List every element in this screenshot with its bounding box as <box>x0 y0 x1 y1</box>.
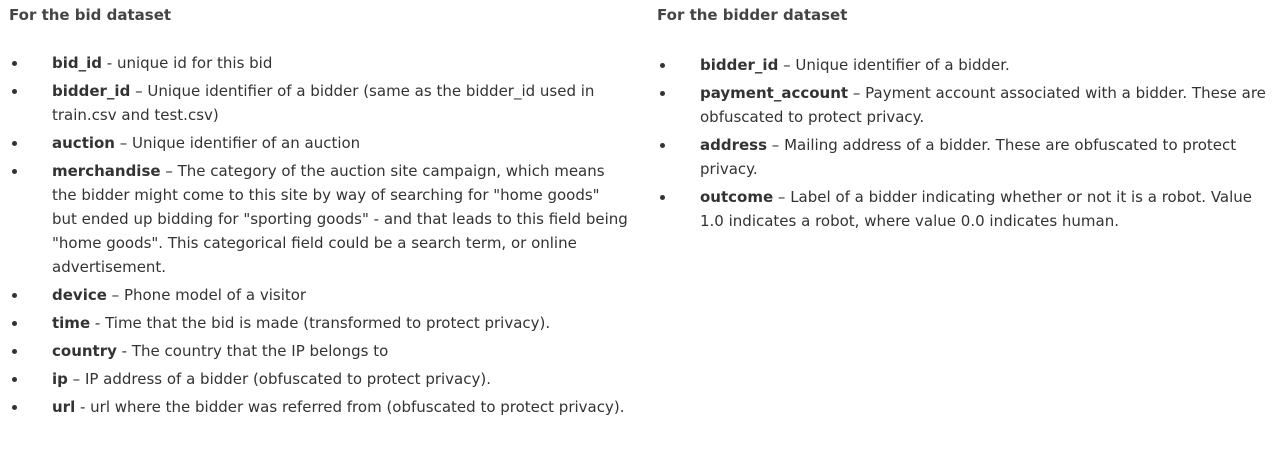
field-separator: - <box>90 314 106 332</box>
field-description: Label of a bidder indicating whether or not it is a robot. Value 1.0 indicates a robot, where value 0.0 indicates human. <box>700 188 1253 230</box>
field-separator: - <box>75 398 91 416</box>
list-item <box>657 53 1267 77</box>
field-name: bidder_id <box>52 82 131 100</box>
bullet-icon <box>9 311 19 335</box>
bullet-icon <box>9 367 19 391</box>
field-name: bid_id <box>52 54 102 72</box>
field-description: The country that the IP belongs to <box>131 342 389 360</box>
bullet-icon <box>9 131 19 155</box>
field-description: Payment account associated with a bidder. These are obfuscated to protect privacy. <box>700 84 1266 126</box>
field-name: time <box>52 314 91 332</box>
list-item <box>9 367 629 391</box>
bidder-field-list <box>657 53 1267 233</box>
bidder-dataset-title: For the bidder dataset <box>657 6 848 24</box>
field-description: url where the bidder was referred from (obfuscated to protect privacy). <box>90 398 625 416</box>
field-separator: – <box>848 84 866 102</box>
field-description: IP address of a bidder (obfuscated to protect privacy). <box>84 370 491 388</box>
field-description: Unique identifier of a bidder (same as the bidder_id used in train.csv and test.csv) <box>52 82 595 124</box>
list-item <box>657 133 1267 181</box>
field-separator: – <box>767 136 785 154</box>
list-item <box>9 339 629 363</box>
list-item <box>9 311 629 335</box>
field-description: Mailing address of a bidder. These are obfuscated to protect privacy. <box>700 136 1237 178</box>
field-name: auction <box>52 134 115 152</box>
list-item <box>657 81 1267 129</box>
field-name: address <box>700 136 768 154</box>
list-item <box>9 395 629 419</box>
field-separator: – <box>130 82 148 100</box>
list-item <box>9 51 629 75</box>
field-description: unique id for this bid <box>116 54 273 72</box>
bullet-icon <box>9 79 19 103</box>
field-name: merchandise <box>52 162 161 180</box>
list-item <box>9 283 629 307</box>
field-separator: – <box>106 286 124 304</box>
list-item <box>9 131 629 155</box>
field-name: bidder_id <box>700 56 779 74</box>
field-separator: – <box>115 134 133 152</box>
field-name: url <box>52 398 76 416</box>
bid-field-list <box>9 51 629 419</box>
field-description: The category of the auction site campaign, which means the bidder might come to this site by way of searching for "home goods" but ended up bidding for "sporting goods" - and that leads to this field being "home goods". This categorical field could be a search term, or online advertisement. <box>52 162 628 276</box>
list-item <box>9 159 629 279</box>
bullet-icon <box>657 133 667 157</box>
field-description: Phone model of a visitor <box>123 286 307 304</box>
bullet-icon <box>657 185 667 209</box>
bullet-icon <box>9 51 19 75</box>
field-separator: - <box>116 342 132 360</box>
bullet-icon <box>9 159 19 183</box>
bullet-icon <box>9 339 19 363</box>
field-separator: – <box>160 162 178 180</box>
field-name: country <box>52 342 117 360</box>
field-name: ip <box>52 370 68 388</box>
field-name: payment_account <box>700 84 849 102</box>
field-separator: - <box>102 54 117 72</box>
field-name: device <box>52 286 107 304</box>
field-separator: – <box>778 56 796 74</box>
field-separator: – <box>67 370 85 388</box>
bullet-icon <box>9 283 19 307</box>
field-name: outcome <box>700 188 774 206</box>
list-item <box>9 79 629 127</box>
list-item <box>657 185 1267 233</box>
bullet-icon <box>9 395 19 419</box>
field-description: Time that the bid is made (transformed to protect privacy). <box>105 314 551 332</box>
bullet-icon <box>657 53 667 77</box>
field-separator: – <box>773 188 791 206</box>
field-description: Unique identifier of an auction <box>132 134 361 152</box>
bidder-dataset-section <box>657 0 1267 237</box>
bullet-icon <box>657 81 667 105</box>
field-description: Unique identifier of a bidder. <box>795 56 1010 74</box>
bid-dataset-title: For the bid dataset <box>9 6 172 24</box>
bid-dataset-section <box>9 0 629 423</box>
